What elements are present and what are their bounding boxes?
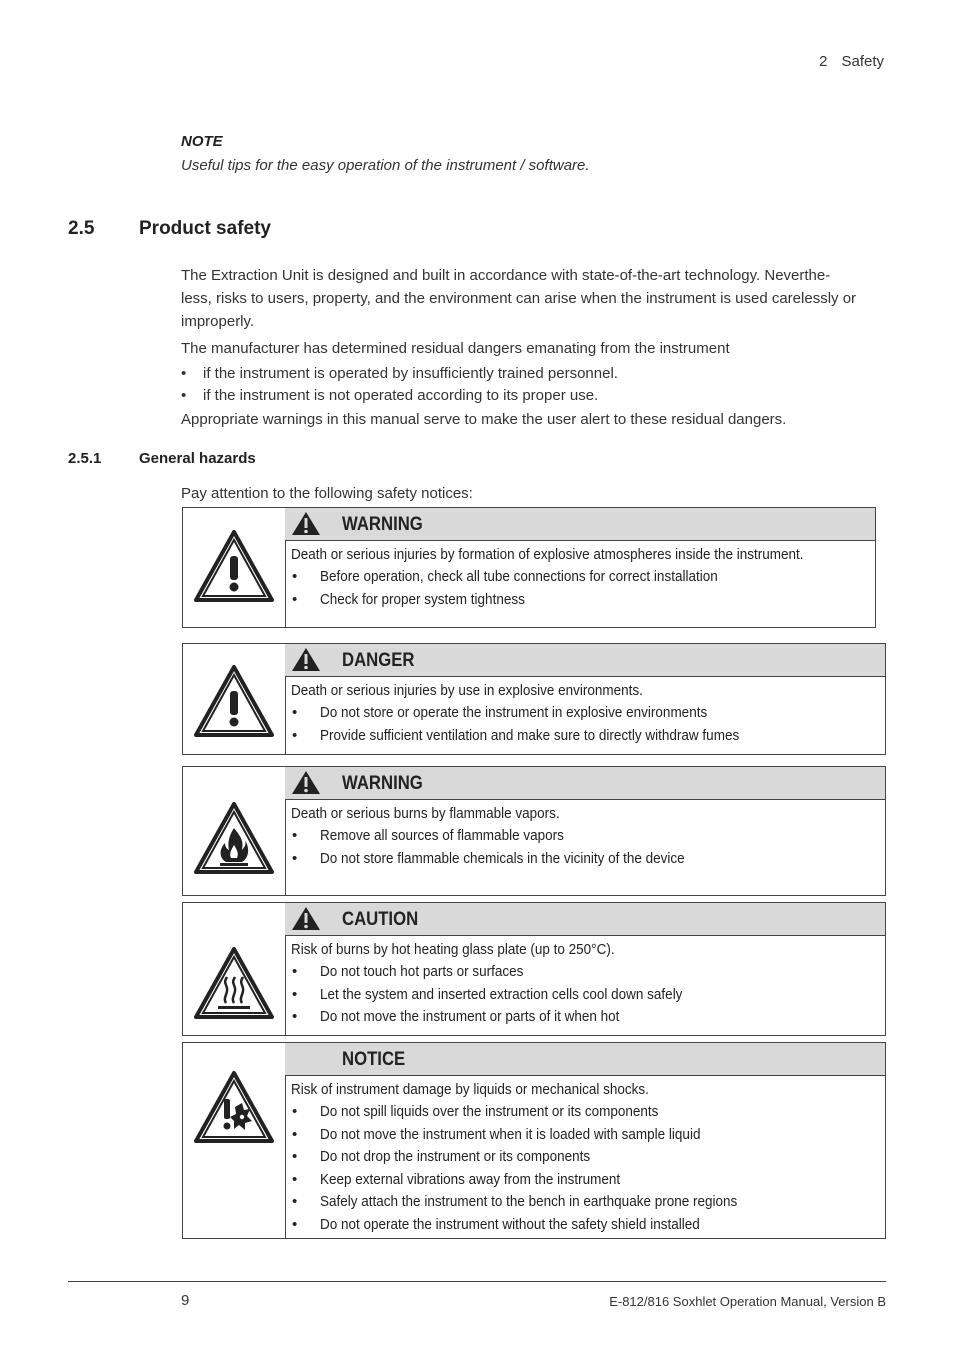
notice-item-text: Do not move the instrument or parts of it when hot [320,1008,620,1025]
notice-item-text: Keep external vibrations away from the instrument [320,1170,621,1188]
chapter-title: Safety [841,53,884,70]
notice-item-text: Do not store or operate the instrument in explosive environments [320,704,708,721]
list-item: • if the instrument is operated by insufficiently trained personnel. [181,365,618,382]
notice-content [291,1081,877,1238]
notice-lead: Death or serious injuries by formation of explosive atmospheres inside the instrument. [291,546,804,563]
notice-content [291,682,877,749]
notice-icon-cell [183,644,286,754]
notice-icon-cell [183,903,286,1035]
list-item-text: if the instrument is operated by insufficiently trained personnel. [203,365,618,382]
notice-lead: Death or serious injuries by use in explosive environments. [291,682,643,699]
document-title: E-812/816 Soxhlet Operation Manual, Version B [609,1294,886,1309]
safety-notice-warning-flammable [182,766,886,896]
notice-content [291,805,877,872]
notice-header [285,644,885,677]
note-text: Useful tips for the easy operation of the instrument / software. [181,157,590,174]
notice-icon-cell [183,1043,286,1238]
notice-item-text: Do not operate the instrument without the safety shield installed [320,1215,700,1233]
section-paragraph-3: Appropriate warnings in this manual serve to make the user alert to these residual dangers. [181,411,787,428]
notice-item [291,1148,877,1171]
notice-item-text: Do not store flammable chemicals in the vicinity of the device [320,849,685,867]
notice-item-text: Before operation, check all tube connections for correct installation [320,568,718,585]
small-warning-triangle-icon [291,647,321,672]
paragraph-line: improperly. [181,313,255,330]
footer-rule [68,1281,886,1282]
notice-label: WARNING [342,773,423,794]
subsection-intro: Pay attention to the following safety notices: [181,485,473,502]
notice-item-text: Do not move the instrument when it is loaded with sample liquid [320,1125,701,1143]
exclamation-triangle-icon [192,663,276,739]
notice-icon-cell [183,508,286,627]
safety-notice-notice-damage [182,1042,886,1239]
section-paragraph-2: The manufacturer has determined residual dangers emanating from the instrument [181,340,730,357]
notice-item-text: Do not spill liquids over the instrument or its components [320,1103,659,1120]
notice-header [285,1043,885,1076]
notice-item [291,568,867,591]
notice-header [285,508,875,541]
notice-item [291,827,877,850]
notice-content [291,941,877,1031]
notice-header [285,903,885,936]
subsection-heading [68,450,256,467]
small-warning-triangle-icon [291,511,321,536]
notice-item [291,1008,877,1031]
paragraph-line: less, risks to users, property, and the environment can arise when the instrument is used carelessly or [181,290,857,307]
chapter-number: 2 [819,53,828,70]
notice-item [291,1193,877,1216]
safety-notice-caution-hot [182,902,886,1036]
notice-content [291,546,867,613]
notice-label: CAUTION [342,909,419,930]
notice-item-text: Check for proper system tightness [320,590,525,608]
notice-label: DANGER [342,650,415,671]
safety-notice-warning-explosive [182,507,876,628]
notice-item-text: Do not touch hot parts or surfaces [320,963,524,980]
notice-item [291,704,877,727]
notice-item [291,963,877,986]
small-warning-triangle-icon [291,906,321,931]
notice-icon-cell [183,767,286,895]
notice-item-text: Do not drop the instrument or its components [320,1148,591,1165]
notice-item [291,1171,877,1194]
notice-header [285,767,885,800]
notice-item [291,850,877,873]
notice-lead: Risk of instrument damage by liquids or mechanical shocks. [291,1081,649,1098]
paragraph-line: The Extraction Unit is designed and built in accordance with state-of-the-art technology. Neverthe- [181,267,831,284]
notice-item-text: Provide sufficient ventilation and make sure to directly withdraw fumes [320,726,740,744]
list-item-text: if the instrument is not operated according to its proper use. [203,387,599,404]
notice-lead: Death or serious burns by flammable vapors. [291,805,560,822]
section-number: 2.5 [68,218,95,239]
safety-notice-danger-explosive [182,643,886,755]
instrument-damage-triangle-icon [192,1069,276,1145]
notice-item [291,1126,877,1149]
subsection-number: 2.5.1 [68,450,102,467]
notice-label: WARNING [342,514,423,535]
notice-label: NOTICE [342,1049,406,1070]
section-paragraph-1 [181,264,886,333]
notice-item [291,591,867,614]
section-title: Product safety [139,218,271,239]
notice-item-text: Let the system and inserted extraction cells cool down safely [320,985,683,1003]
exclamation-triangle-icon [192,528,276,604]
section-heading [68,218,271,240]
page-number: 9 [181,1292,190,1309]
notice-item [291,1216,877,1239]
running-header [819,53,884,70]
notice-item [291,1103,877,1126]
notice-item-text: Safely attach the instrument to the bench in earthquake prone regions [320,1193,738,1210]
notice-item [291,986,877,1009]
subsection-title: General hazards [139,450,256,467]
flammable-triangle-icon [192,800,276,876]
notice-item [291,727,877,750]
note-title: NOTE [181,133,223,150]
notice-lead: Risk of burns by hot heating glass plate (up to 250°C). [291,941,615,958]
list-item: • if the instrument is not operated according to its proper use. [181,387,599,404]
hot-surface-triangle-icon [192,945,276,1021]
notice-item-text: Remove all sources of flammable vapors [320,827,564,844]
small-warning-triangle-icon [291,770,321,795]
